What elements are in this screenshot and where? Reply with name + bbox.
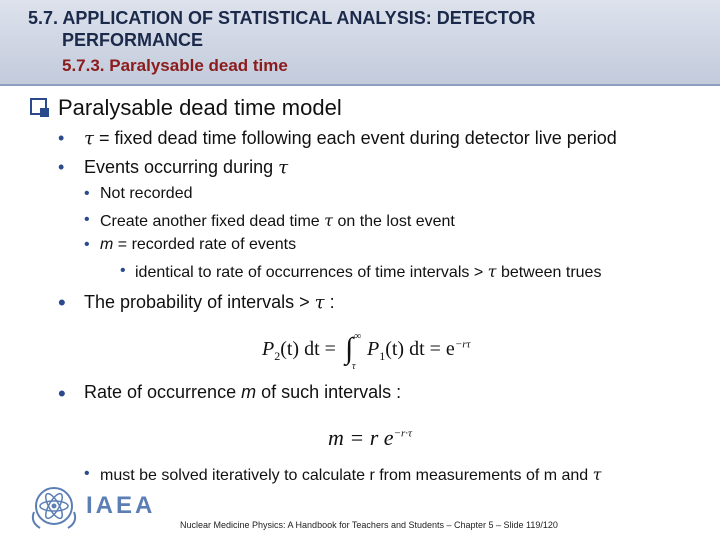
integral-lower: τ	[352, 361, 356, 372]
formula2-lhs: m = r e	[328, 425, 394, 450]
bullet-probability	[84, 292, 335, 313]
bullet-dot-icon: •	[58, 128, 65, 148]
bullet-dot-icon: •	[84, 465, 90, 482]
formula-lhs-sub: 2	[274, 349, 281, 363]
m-symbol: m	[100, 236, 114, 253]
bullet-dot-icon: •	[58, 290, 66, 315]
bullet-dot-icon: •	[84, 236, 90, 253]
subsub-bullet-intervals	[135, 262, 601, 282]
tau-symbol: τ	[84, 128, 94, 149]
slide-title: 5.7. APPLICATION OF STATISTICAL ANALYSIS: DETECTOR	[28, 8, 536, 28]
formula-lhs-arg: (t) dt =	[280, 338, 336, 360]
bullet-dot-icon: •	[58, 157, 65, 177]
greater-than: >	[473, 264, 484, 281]
formula-lhs: P	[262, 338, 275, 360]
formula-exponent: −rτ	[454, 338, 471, 351]
iaea-emblem-icon	[28, 482, 80, 532]
m-symbol: m	[241, 382, 257, 402]
bullet-events-during	[84, 157, 288, 178]
bullet-text: Events occurring during	[84, 157, 274, 177]
footer-citation: Nuclear Medicine Physics: A Handbook for Teachers and Students – Chapter 5 – Slide 119/120	[180, 520, 558, 530]
formula-rhs-sub: 1	[379, 349, 386, 363]
formula-rhs	[367, 338, 470, 364]
formula-rate	[328, 425, 412, 451]
slide-subtitle: 5.7.3. Paralysable dead time	[62, 56, 288, 75]
tau-symbol: τ	[278, 157, 289, 178]
tau-symbol: τ	[592, 465, 602, 484]
bullet-text: identical to rate of occurrences of time intervals	[135, 264, 470, 281]
formula2-exponent: −r·τ	[393, 427, 412, 440]
checkbox-bullet-icon	[30, 98, 47, 115]
bullet-text: Create another fixed dead time	[100, 213, 320, 230]
bullet-text: Rate of occurrence	[84, 382, 237, 402]
tau-symbol: τ	[324, 211, 333, 230]
formula-probability	[262, 338, 336, 364]
bullet-text: must be solved iteratively to calculate r from measurements of m and	[100, 467, 589, 484]
integral-sign-icon: ∫	[345, 332, 354, 365]
integral-upper: ∞	[354, 331, 362, 342]
bullet-text-end: of such intervals :	[261, 382, 402, 402]
header-divider	[0, 84, 720, 86]
sub-bullet-not-recorded: Not recorded	[100, 185, 193, 202]
bullet-text-end: on the lost event	[337, 213, 455, 230]
tau-symbol: τ	[487, 262, 497, 281]
bullet-text: The probability of intervals >	[84, 292, 310, 312]
bullet-dot-icon: •	[58, 381, 66, 406]
bullet-rate-occurrence	[84, 382, 401, 403]
bullet-text: = recorded rate of events	[117, 236, 297, 253]
bullet-dot-icon: •	[84, 211, 90, 228]
formula-rhs-arg: (t) dt = e	[385, 338, 455, 360]
sub-bullet-recorded-rate	[100, 236, 296, 254]
bullet-dot-icon: •	[84, 185, 90, 202]
bullet-iterative	[100, 465, 602, 485]
slide-title-line2: PERFORMANCE	[62, 30, 204, 50]
tau-symbol: τ	[314, 292, 325, 313]
bullet-dot-icon: •	[120, 262, 126, 279]
bullet-text: = fixed dead time following each event during detector live period	[98, 128, 617, 148]
formula-rhs-p: P	[367, 338, 380, 360]
sub-bullet-create-dead-time	[100, 211, 455, 231]
section-heading: Paralysable dead time model	[58, 95, 342, 120]
iaea-logo-text: IAEA	[86, 492, 156, 519]
bullet-tau-definition	[84, 128, 617, 149]
bullet-text-end: between trues	[500, 264, 602, 281]
bullet-text-end: :	[329, 292, 335, 312]
